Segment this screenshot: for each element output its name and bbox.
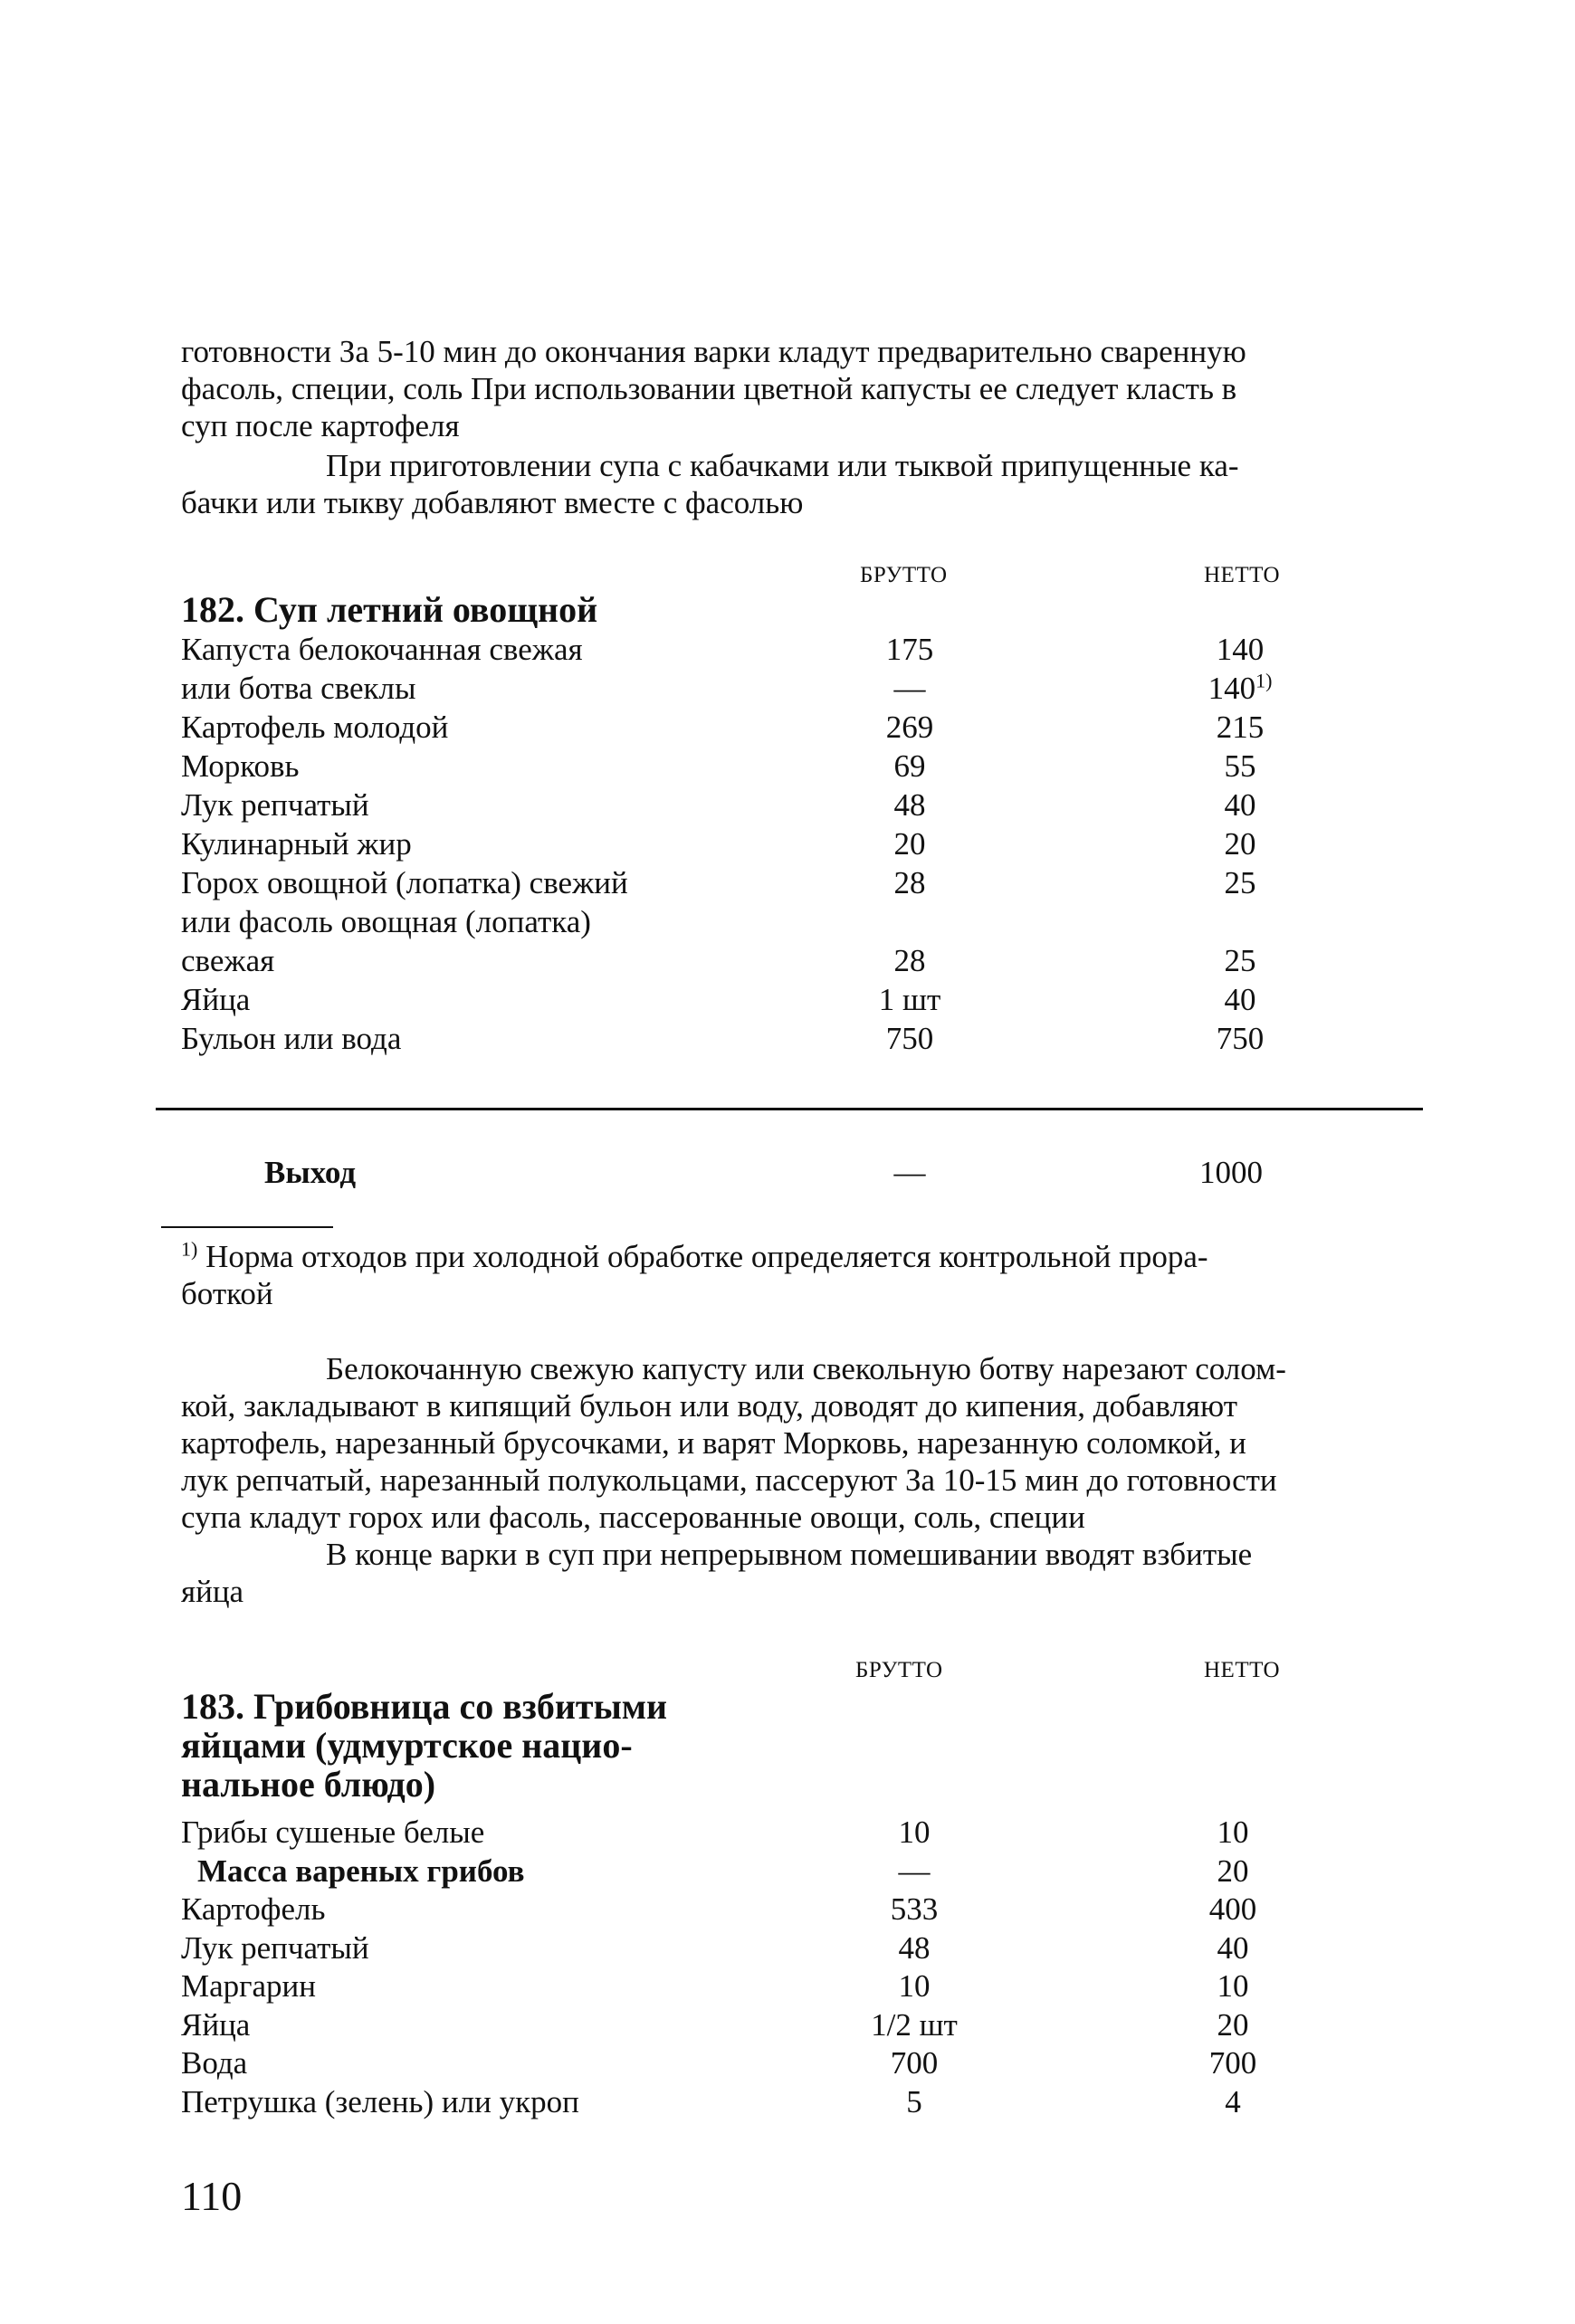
brutto-value: 269 [885, 710, 934, 745]
netto-value: 55 [1224, 748, 1256, 784]
column-header-netto: НЕТТО [1204, 1658, 1281, 1682]
yield-label: Выход [264, 1155, 357, 1190]
ingredient-name: Яйца [181, 982, 251, 1017]
text-line: лук репчатый, нарезанный полукольцами, пассеруют За 10-15 мин до готовности [181, 1462, 1277, 1498]
netto-value: 10 [1217, 1814, 1249, 1850]
brutto-value: 1 шт [878, 982, 941, 1017]
method-paragraph-1 [181, 1350, 1426, 1536]
brutto-value: 20 [893, 826, 926, 862]
text-line: В конце варки в суп при непрерывном помешивании вводят взбитые [326, 1537, 1253, 1572]
intro-paragraph-2 [181, 447, 1426, 521]
brutto-value: 69 [893, 748, 926, 784]
netto-value: 40 [1224, 787, 1256, 823]
netto-value: 400 [1208, 1891, 1257, 1927]
netto-value: 40 [1224, 982, 1256, 1017]
recipe-title [181, 1687, 667, 1804]
text-line: кой, закладывают в кипящий бульон или воду, доводят до кипения, добавляют [181, 1388, 1237, 1424]
netto-value: 750 [1216, 1021, 1265, 1056]
ingredient-name: или ботва свеклы [181, 671, 416, 706]
ingredient-name: Масса вареных грибов [197, 1853, 525, 1889]
ingredient-name: свежая [181, 943, 275, 978]
netto-value: 700 [1208, 2045, 1257, 2081]
title-line: нальное блюдо) [181, 1764, 436, 1805]
footnote-text: Норма отходов при холодной обработке определяется контрольной прора- [205, 1239, 1208, 1274]
netto-value: 25 [1224, 943, 1256, 978]
netto-value: 140$^{1)}$ [1208, 669, 1273, 706]
brutto-value: 175 [885, 632, 934, 667]
table-divider [156, 1108, 1423, 1110]
ingredient-name: Лук репчатый [181, 1929, 369, 1966]
text-line: готовности За 5-10 мин до окончания варки кладут предварительно сваренную [181, 334, 1246, 369]
method-paragraph-2 [181, 1536, 1426, 1610]
netto-value: 40 [1217, 1929, 1249, 1966]
ingredient-name: или фасоль овощная (лопатка) [181, 904, 591, 939]
text-line: фасоль, специи, соль При использовании цветной капусты ее следует класть в [181, 371, 1237, 406]
text-line: боткой [181, 1276, 273, 1311]
title-line: яйцами (удмуртское нацио- [181, 1725, 633, 1766]
column-header-brutto: БРУТТО [855, 1658, 943, 1682]
intro-paragraph-1 [181, 333, 1426, 444]
ingredient-name: Петрушка (зелень) или укроп [181, 2083, 579, 2119]
brutto-value: 10 [898, 1968, 931, 2004]
ingredient-name: Грибы сушеные белые [181, 1814, 485, 1850]
text-line: Белокочанную свежую капусту или свекольную ботву нарезают солом- [326, 1351, 1286, 1386]
ingredient-name: Горох овощной (лопатка) свежий [181, 865, 628, 900]
text-line: супа кладут горох или фасоль, пассерованные овощи, соль, специи [181, 1500, 1085, 1535]
ingredient-name: Картофель [181, 1891, 326, 1927]
brutto-value: 10 [898, 1814, 931, 1850]
netto-value: 4 [1225, 2083, 1241, 2119]
column-header-netto: НЕТТО [1204, 563, 1281, 587]
netto-value: 215 [1216, 710, 1265, 745]
text-line: бачки или тыкву добавляют вместе с фасолью [181, 485, 804, 520]
footnote-mark: 1) [181, 1237, 198, 1261]
footnote-mark: 1) [1255, 669, 1273, 692]
footnote-rule [161, 1226, 333, 1228]
yield-brutto: — [893, 1155, 926, 1190]
brutto-value: 700 [890, 2045, 939, 2081]
title-line: 183. Грибовница со взбитыми [181, 1686, 668, 1727]
netto-value: 25 [1224, 865, 1256, 900]
text-line: При приготовлении супа с кабачками или тыквой припущенные ка- [326, 448, 1239, 483]
brutto-value: 28 [893, 865, 926, 900]
netto-value: 20 [1217, 1853, 1249, 1889]
brutto-value: 5 [906, 2083, 922, 2119]
ingredient-name: Яйца [181, 2006, 251, 2043]
ingredient-name: Вода [181, 2045, 248, 2081]
brutto-value: — [893, 671, 926, 706]
footnote [181, 1238, 1426, 1312]
text-line: яйца [181, 1574, 244, 1609]
yield-netto: 1000 [1199, 1155, 1263, 1190]
brutto-value: 1/2 шт [871, 2006, 958, 2043]
ingredient-name: Морковь [181, 748, 300, 784]
netto-value: 10 [1217, 1968, 1249, 2004]
ingredient-name: Бульон или вода [181, 1021, 402, 1056]
ingredient-name: Капуста белокочанная свежая [181, 632, 583, 667]
netto-value: 20 [1217, 2006, 1249, 2043]
ingredient-name: Маргарин [181, 1968, 317, 2004]
text-line: суп после картофеля [181, 408, 460, 443]
column-header-brutto: БРУТТО [860, 563, 948, 587]
netto-value: 20 [1224, 826, 1256, 862]
recipe-title: 182. Суп летний овощной [181, 589, 598, 630]
brutto-value: — [898, 1853, 931, 1889]
ingredient-name: Картофель молодой [181, 710, 449, 745]
brutto-value: 750 [885, 1021, 934, 1056]
brutto-value: 28 [893, 943, 926, 978]
text-line: картофель, нарезанный брусочками, и варят Морковь, нарезанную соломкой, и [181, 1425, 1246, 1461]
brutto-value: 533 [890, 1891, 939, 1927]
ingredient-name: Лук репчатый [181, 787, 369, 823]
brutto-value: 48 [893, 787, 926, 823]
brutto-value: 48 [898, 1929, 931, 1966]
page-number: 110 [181, 2173, 243, 2219]
netto-value: 140 [1216, 632, 1265, 667]
ingredient-name: Кулинарный жир [181, 826, 412, 862]
